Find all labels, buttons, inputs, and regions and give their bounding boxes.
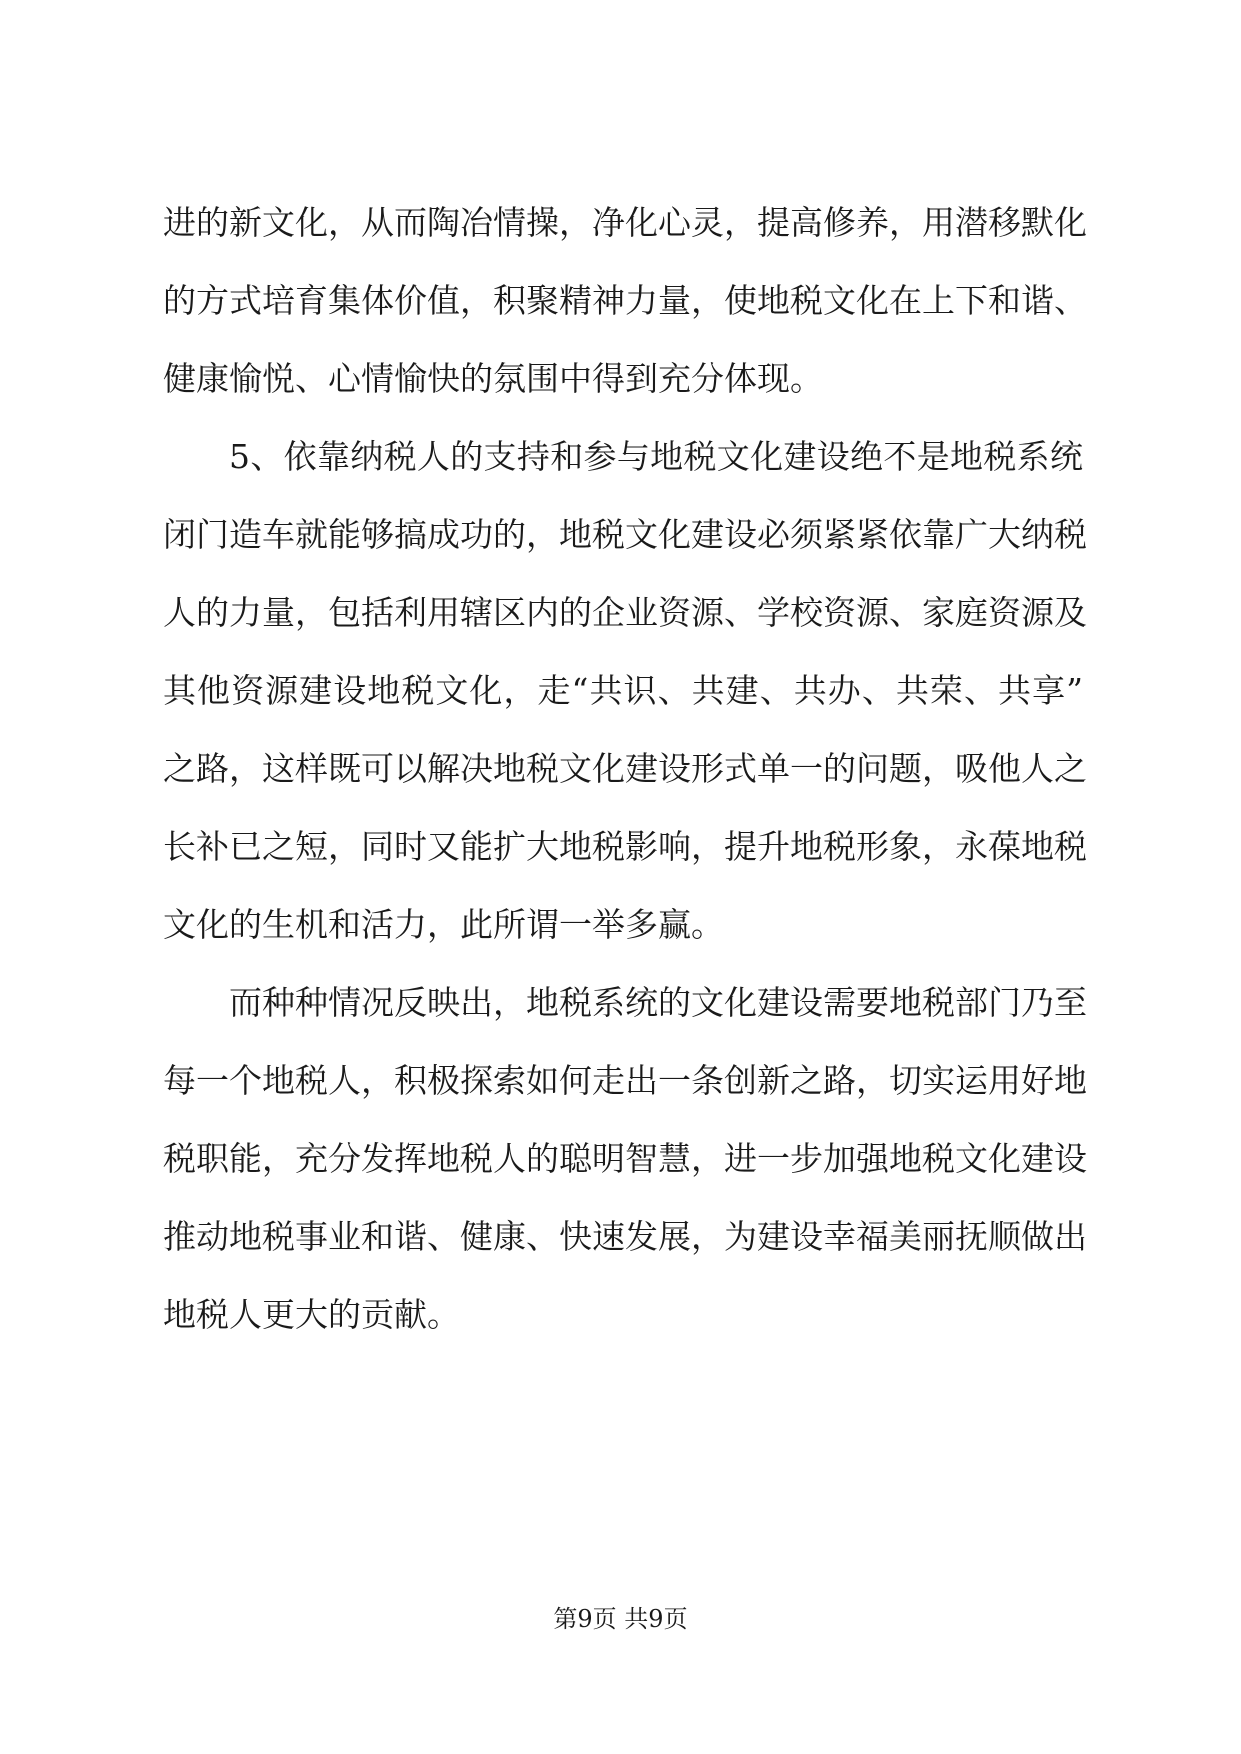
paragraph-2-line-3: 人的力量，包括利用辖区内的企业资源、学校资源、家庭资源及 (163, 593, 1087, 632)
paragraph-3-line-1: 而种种情况反映出，地税系统的文化建设需要地税部门乃至 (229, 983, 1087, 1022)
paragraph-3-line-4: 推动地税事业和谐、健康、快速发展，为建设幸福美丽抚顺做出 (163, 1217, 1087, 1256)
paragraph-2-line-5: 之路，这样既可以解决地税文化建设形式单一的问题，吸他人之 (163, 749, 1087, 788)
paragraph-2-line-6: 长补已之短，同时又能扩大地税影响，提升地税形象，永葆地税 (163, 827, 1087, 866)
paragraph-3-line-2: 每一个地税人，积极探索如何走出一条创新之路，切实运用好地 (163, 1061, 1087, 1100)
paragraph-2-line-2: 闭门造车就能够搞成功的，地税文化建设必须紧紧依靠广大纳税 (163, 515, 1087, 554)
paragraph-1-line-2: 的方式培育集体价值，积聚精神力量，使地税文化在上下和谐、 (163, 281, 1087, 320)
paragraph-2-line-1: 5、依靠纳税人的支持和参与地税文化建设绝不是地税系统 (229, 437, 1083, 476)
paragraph-1-line-1: 进的新文化，从而陶冶情操，净化心灵，提高修养，用潜移默化 (163, 203, 1087, 242)
paragraph-2-line-4: 其他资源建设地税文化，走“共识、共建、共办、共荣、共享” (163, 671, 1083, 710)
paragraph-3-line-3: 税职能，充分发挥地税人的聪明智慧，进一步加强地税文化建设 (163, 1139, 1087, 1178)
paragraph-1-line-3: 健康愉悦、心情愉快的氛围中得到充分体现。 (163, 359, 823, 398)
paragraph-3-line-5: 地税人更大的贡献。 (163, 1295, 460, 1334)
page-footer: 第9页 共9页 (553, 1605, 688, 1633)
document-body (163, 202, 1087, 1372)
paragraph-2-line-7: 文化的生机和活力，此所谓一举多赢。 (163, 905, 724, 944)
